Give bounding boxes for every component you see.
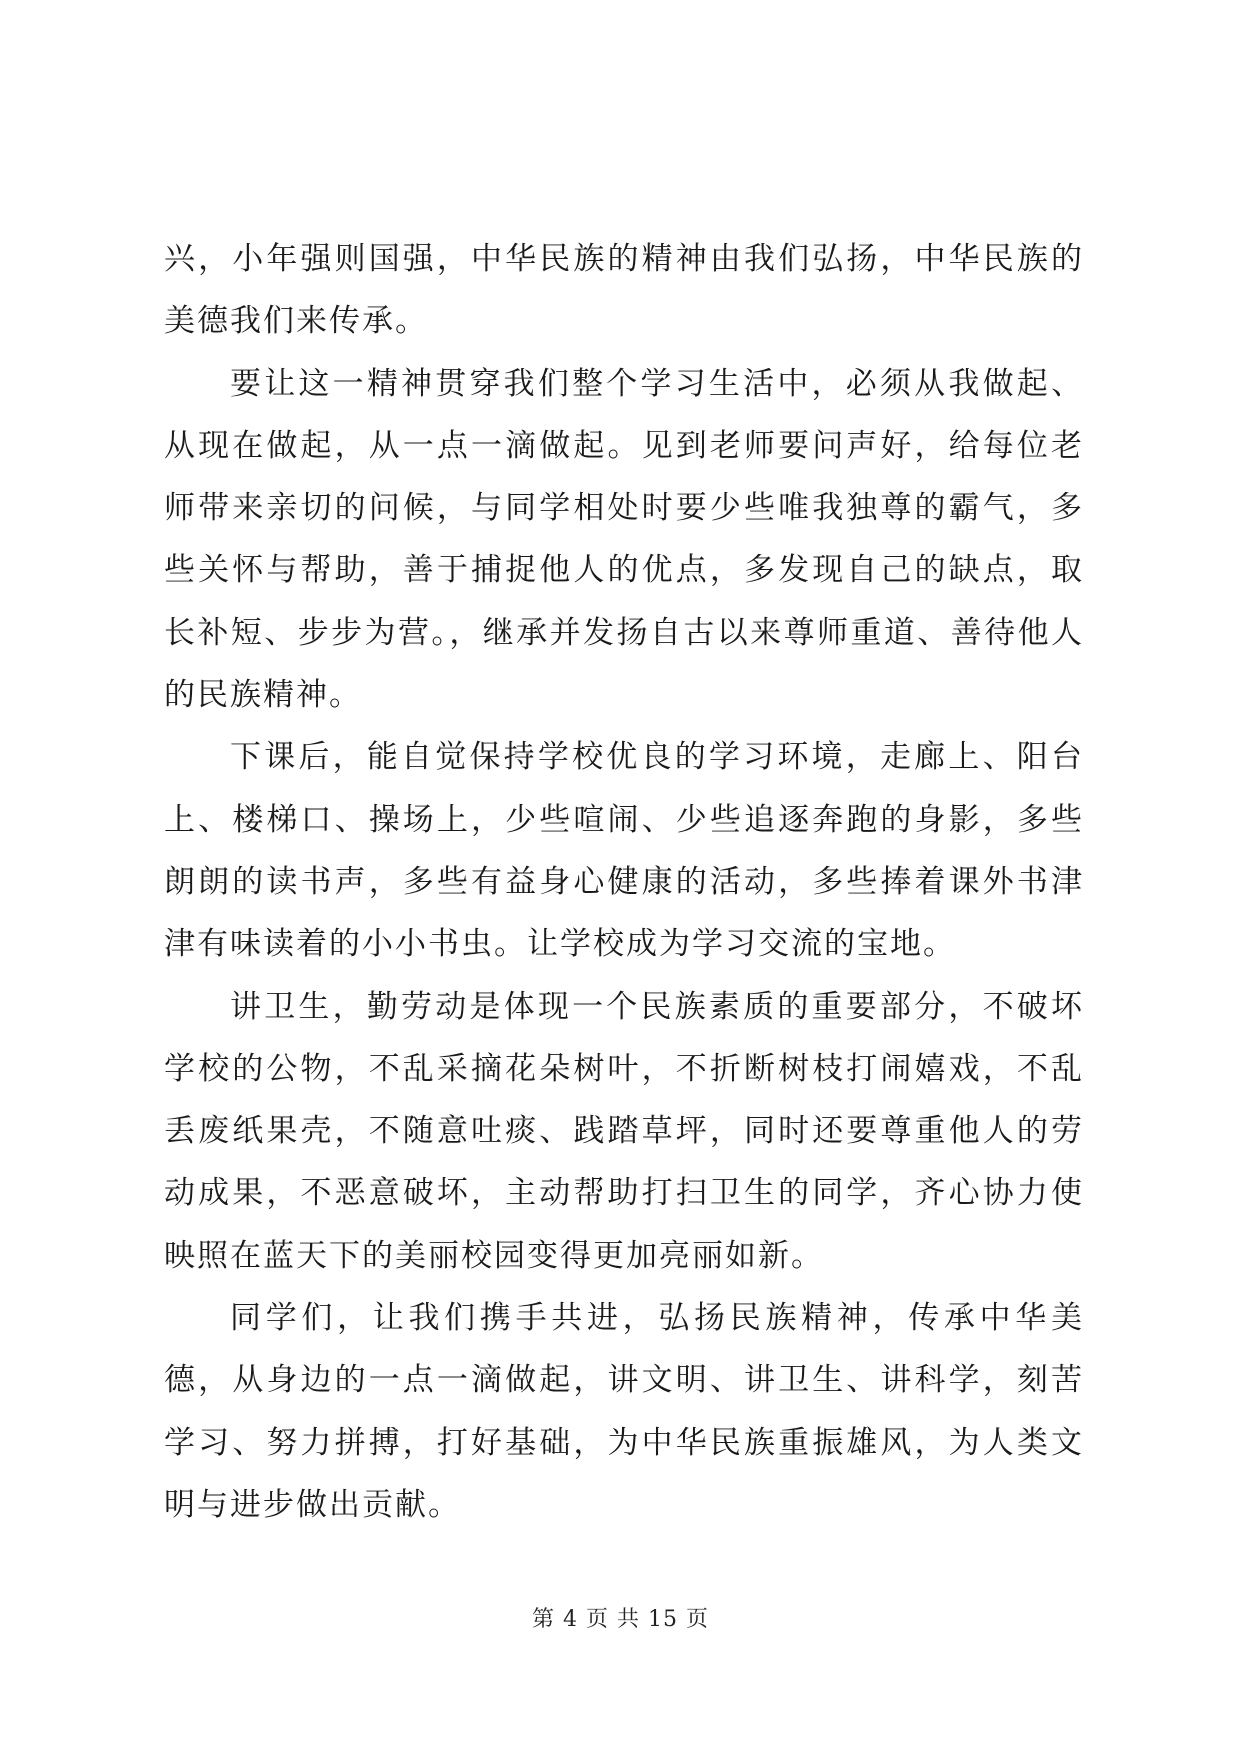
paragraph-5: 同学们，让我们携手共进，弘扬民族精神，传承中华美德，从身边的一点一滴做起，讲文明、讲卫生、讲科学，刻苦学习、努力拼搏，打好基础，为中华民族重振雄风，为人类文明与进步做出贡献。 (164, 1300, 1084, 1523)
document-body (164, 228, 1084, 1536)
paragraph-4: 讲卫生，勤劳动是体现一个民族素质的重要部分，不破坏学校的公物，不乱采摘花朵树叶，不折断树枝打闹嬉戏，不乱丢废纸果壳，不随意吐痰、践踏草坪，同时还要尊重他人的劳动成果，不恶意破坏，主动帮助打扫卫生的同学，齐心协力使映照在蓝天下的美丽校园变得更加亮丽如新。 (164, 988, 1084, 1274)
paragraph-1: 兴，小年强则国强，中华民族的精神由我们弘扬，中华民族的美德我们来传承。 (164, 241, 1084, 340)
page-number-footer: 第 4 页 共 15 页 (532, 1607, 709, 1632)
paragraph-3: 下课后，能自觉保持学校优良的学习环境，走廊上、阳台上、楼梯口、操场上，少些喧闹、少些追逐奔跑的身影，多些朗朗的读书声，多些有益身心健康的活动，多些捧着课外书津津有味读着的小小书虫。让学校成为学习交流的宝地。 (164, 739, 1084, 963)
paragraph-2: 要让这一精神贯穿我们整个学习生活中，必须从我做起、从现在做起，从一点一滴做起。见到老师要问声好，给每位老师带来亲切的问候，与同学相处时要少些唯我独尊的霸气，多些关怀与帮助，善于捕捉他人的优点，多发现自己的缺点，取长补短、步步为营。，继承并发扬自古以来尊师重道、善待他人的民族精神。 (164, 365, 1084, 714)
